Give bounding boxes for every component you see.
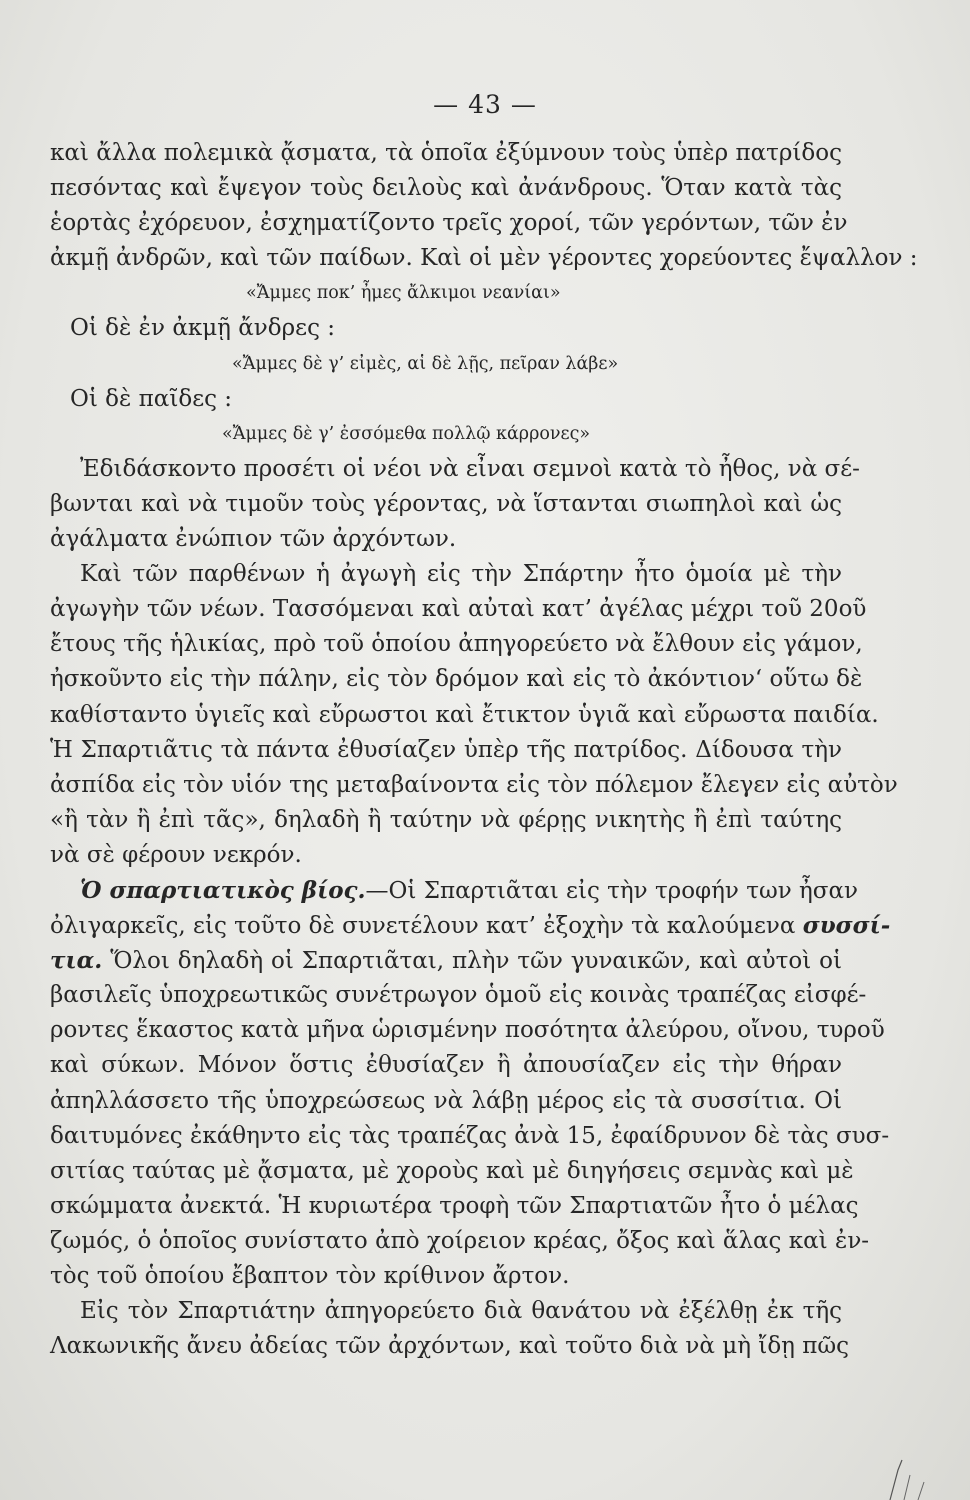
text-line [50, 943, 842, 978]
text-line: πεσόντας καὶ ἔψεγον τοὺς δειλοὺς καὶ ἀνάνδρους. Ὅταν κατὰ τὰς [50, 175, 842, 202]
text-line: ροντες ἕκαστος κατὰ μῆνα ὡρισμένην ποσότητα ἀλεύρου, οἴνου, τυροῦ [50, 1017, 885, 1044]
heading-continuation: —Οἱ Σπαρτιᾶται εἰς τὴν τροφήν των ἦσαν [365, 877, 858, 904]
text-line: ἀγωγὴν τῶν νέων. Τασσόμεναι καὶ αὐταὶ κατ’ ἀγέλας μέχρι τοῦ 20οῦ [50, 596, 867, 623]
text-line: «ἢ τὰν ἢ ἐπὶ τᾶς», δηλαδὴ ἢ ταύτην νὰ φέρῃς νικητὴς ἢ ἐπὶ ταύτης [50, 806, 842, 833]
verse-boys: «Ἄμμες δὲ γ’ ἐσσόμεθα πολλῷ κάρρονες» [222, 423, 591, 444]
text-line: ἠσκοῦντο εἰς τὴν πάλην, εἰς τὸν δρόμον καὶ εἰς τὸ ἀκόντιον‘ οὕτω δὲ [50, 666, 863, 693]
text-line: ἑορτὰς ἐχόρευον, ἐσχηματίζοντο τρεῖς χοροί, τῶν γερόντων, τῶν ἐν [50, 210, 848, 237]
text-line: Ἡ Σπαρτιᾶτις τὰ πάντα ἐθυσίαζεν ὑπὲρ τῆς πατρίδος. Δίδουσα τὴν [50, 736, 842, 763]
text-line: ἔτους τῆς ἡλικίας, πρὸ τοῦ ὁποίου ἀπηγορεύετο νὰ ἔλθουν εἰς γάμον, [50, 631, 863, 658]
text-line: Οἱ δὲ παῖδες : [70, 385, 233, 412]
text-line: δαιτυμόνες ἐκάθηντο εἰς τὰς τραπέζας ἀνὰ 15, ἐφαίδρυνον δὲ τὰς συσ- [50, 1122, 890, 1149]
page-number: — 43 — [433, 90, 537, 119]
text-line [50, 873, 858, 908]
text-line: σκώμματα ἀνεκτά. Ἡ κυριωτέρα τροφὴ τῶν Σπαρτιατῶν ἦτο ὁ μέλας [50, 1192, 859, 1219]
line-text: Ὅλοι δηλαδὴ οἱ Σπαρτιᾶται, πλὴν τῶν γυναικῶν, καὶ αὐτοὶ οἱ [110, 948, 843, 975]
text-line: νὰ σὲ φέρουν νεκρόν. [50, 841, 302, 868]
text-line: βασιλεῖς ὑποχρεωτικῶς συνέτρωγον ὁμοῦ εἰς κοινὰς τραπέζας εἰσφέ- [50, 982, 867, 1009]
text-line: ἀγάλματα ἐνώπιον τῶν ἀρχόντων. [50, 526, 457, 553]
text-line: Οἱ δὲ ἐν ἀκμῇ ἄνδρες : [70, 315, 336, 342]
section-heading: Ὁ σπαρτιατικὸς βίος. [80, 876, 366, 904]
text-line: Ἐδιδάσκοντο προσέτι οἱ νέοι νὰ εἶναι σεμνοὶ κατὰ τὸ ἦθος, νὰ σέ- [80, 455, 860, 482]
text-line: Καὶ τῶν παρθένων ἡ ἀγωγὴ εἰς τὴν Σπάρτην ἦτο ὁμοία μὲ τὴν [80, 561, 842, 588]
text-line: βωνται καὶ νὰ τιμοῦν τοὺς γέροντας, νὰ ἵστανται σιωπηλοὶ καὶ ὡς [50, 490, 842, 517]
verse-elders: «Ἄμμες ποκ’ ἦμες ἄλκιμοι νεανίαι» [246, 283, 561, 304]
text-line: ἀσπίδα εἰς τὸν υἱόν της μεταβαίνοντα εἰς τὸν πόλεμον ἔλεγεν εἰς αὐτὸν [50, 771, 898, 798]
body-text [50, 136, 918, 1364]
text-line: καὶ σύκων. Μόνον ὅστις ἐθυσίαζεν ἢ ἀπουσίαζεν εἰς τὴν θήραν [50, 1052, 842, 1079]
text-line: Εἰς τὸν Σπαρτιάτην ἀπηγορεύετο διὰ θανάτου νὰ ἐξέλθῃ ἐκ τῆς [80, 1298, 842, 1325]
text-line: καθίσταντο ὑγιεῖς καὶ εὔρωστοι καὶ ἔτικτον ὑγιᾶ καὶ εὔρωστα παιδία. [50, 701, 879, 728]
line-text: ὀλιγαρκεῖς, εἰς τοῦτο δὲ συνετέλουν κατ’ ἐξοχὴν τὰ καλούμενα [50, 913, 796, 940]
text-line: ζωμός, ὁ ὁποῖος συνίστατο ἀπὸ χοίρειον κρέας, ὄξος καὶ ἅλας καὶ ἐν- [50, 1227, 870, 1254]
pencil-mark [880, 1440, 940, 1500]
term-syssitia-end: τια. [50, 947, 103, 975]
text-line: Λακωνικῆς ἄνευ ἀδείας τῶν ἀρχόντων, καὶ τοῦτο διὰ νὰ μὴ ἴδῃ πῶς [50, 1333, 850, 1360]
text-line: ἀπηλλάσσετο τῆς ὑποχρεώσεως νὰ λάβῃ μέρος εἰς τὰ συσσίτια. Οἱ [50, 1087, 842, 1114]
text-line: τὸς τοῦ ὁποίου ἔβαπτον τὸν κρίθινον ἄρτον. [50, 1263, 570, 1289]
text-line: σιτίας ταύτας μὲ ᾄσματα, μὲ χοροὺς καὶ μὲ διηγήσεις σεμνὰς καὶ μὲ [50, 1157, 854, 1184]
text-line: ἀκμῇ ἀνδρῶν, καὶ τῶν παίδων. Καὶ οἱ μὲν γέροντες χορεύοντες ἔψαλλον : [50, 245, 918, 272]
text-line [50, 908, 891, 943]
verse-men: «Ἄμμες δὲ γ’ εἰμὲς, αἱ δὲ λῇς, πεῖραν λάβε» [232, 353, 619, 374]
text-line: καὶ ἄλλα πολεμικὰ ᾄσματα, τὰ ὁποῖα ἐξύμνουν τοὺς ὑπὲρ πατρίδος [50, 140, 842, 166]
term-syssitia: συσσί- [802, 912, 891, 940]
